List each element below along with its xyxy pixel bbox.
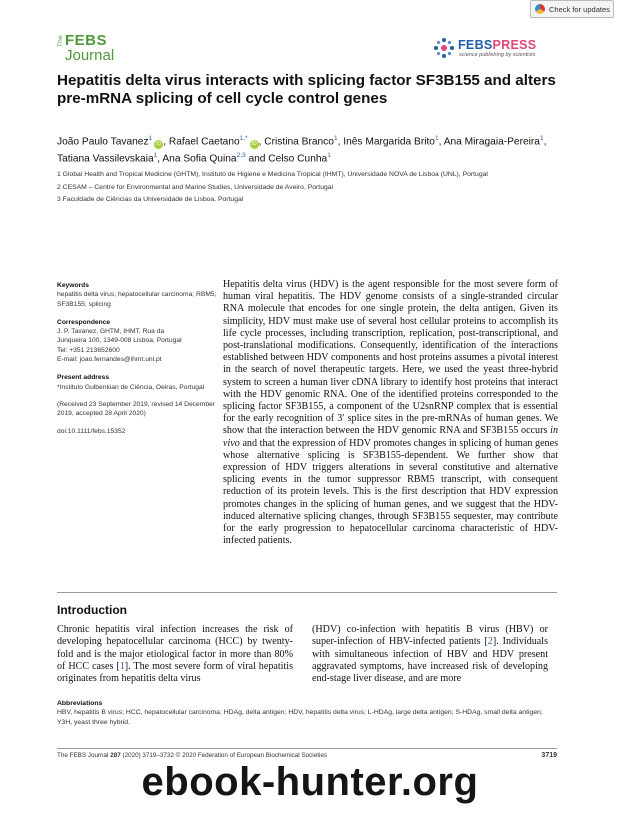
affiliation-item: 2 CESAM – Centre for Environmental and Marine Studies, Universidade de Aveiro, Portugal [57, 183, 334, 191]
introduction-heading: Introduction [57, 603, 127, 617]
abbreviations-block [57, 699, 557, 727]
watermark-text: ebook-hunter.org [141, 760, 479, 804]
doi-link[interactable]: doi:10.1111/febs.15352 [57, 427, 126, 435]
logo-the: The [57, 35, 64, 48]
author-affiliation-marker: 1 [148, 135, 153, 142]
author-name[interactable]: Rafael Caetano [168, 136, 240, 148]
press-logo-tagline: science publishing by scientists [459, 52, 536, 58]
footer-divider [57, 748, 557, 749]
affiliation-item: 1 Global Health and Tropical Medicine (GHTM), Instituto de Higiene e Medicina Tropical (IHMT), Universidade NOVA de Lisboa (UNL), Portugal [57, 171, 488, 178]
author-name[interactable]: Ana Miragaia-Pereira [443, 136, 540, 148]
section-divider [57, 592, 557, 593]
author-separator: , [157, 153, 163, 165]
author-separator: , [163, 136, 169, 148]
present-address-text: *Instituto Gulbenkian de Ciência, Oeiras, Portugal [57, 383, 205, 391]
author-separator: , [258, 136, 265, 148]
correspondence-line: Junqueira 100, 1349-008 Lisboa, Portugal [57, 337, 182, 345]
introduction-column-left: Chronic hepatitis viral infection increases the risk of developing hepatocellular carcinoma (HCC) by twenty-fold and is the major etiological factor in more than 80% of HCC cases [1]. The most severe form of viral hepatitis originates from hepatitis delta virus [57, 624, 293, 685]
abbreviations-heading: Abbreviations [57, 700, 103, 707]
abstract-italic: in vivo [223, 425, 558, 449]
abbreviations-text: HBV, hepatitis B virus; HCC, hepatocellular carcinoma; HDAg, delta antigen; HDV, hepatitis delta virus; L-HDAg, large delta antigen; S-HDAg, small delta antigen; Y3H, yeast three hybrid. [57, 709, 543, 726]
author-affiliation-marker: 1,* [239, 135, 248, 142]
author-name[interactable]: Celso Cunha [268, 153, 328, 165]
abstract: Hepatitis delta virus (HDV) is the agent responsible for the most severe form of human viral hepatitis. The HDV genome consists of a single-stranded circular RNA molecule that encodes for one single protein, the delta antigen. Given its simplicity, HDV must make use of several host cellular proteins to accomplish its life cycle processes, including transcription, replication, post-transcriptional, and post-translational modifications. Consequently, identification of the interactions established between HDV components and host proteins assumes a pivotal interest in the search of novel therapeutic targets. Here, we used the yeast three-hybrid system to screen a human liver cDNA library to identify host proteins that interact with the HDV genomic RNA. One of the identified proteins corresponded to the splicing factor SF3B155, a component of the U2snRNP complex that is essential for the early recognition of 3′ splice sites in the pre-mRNAs of human genes. We show that the interaction between the HDV genomic RNA and SF3B155 occurs in vivo and that the expression of HDV promotes changes in splicing of human genes whose alternative splicing is SF3B155-dependent. We further show that expression of HDV triggers alterations in several constitutive and alternative splicing events in the tumor suppressor RBM5 transcript, with consequent reduction of its protein levels. This is the first description that HDV expression promotes changes in the splicing of human genes, and we suggest that the HDV-induced alternative splicing changes, through SF3B155 sequester, may contribute for the early progression to hepatocellular carcinoma characteristic of HDV-infected patients. [223, 279, 558, 547]
author-affiliation-marker: 1 [333, 135, 338, 142]
reference-link[interactable]: 2 [487, 636, 493, 648]
logo-febs: FEBS [65, 32, 108, 49]
author-affiliation-marker: 1 [434, 135, 439, 142]
logo-journal: Journal [65, 47, 115, 64]
keywords-text: hepatitis delta virus; hepatocellular carcinoma; RBM5; SF3B155; splicing [57, 291, 217, 308]
page-number: 3719 [541, 752, 557, 759]
introduction-column-right: (HDV) co-infection with hepatitis B virus (HBV) or super-infection of HBV-infected patients [2]. Individuals with simultaneous infection of HBV and HDV present aggravated symptoms, have increased risk of developing end-stage liver disease, and are more [312, 624, 548, 685]
affiliations [57, 170, 577, 208]
correspondence-heading: Correspondence [57, 318, 111, 326]
article-title: Hepatitis delta virus interacts with splicing factor SF3B155 and alters pre-mRNA splicing of cell cycle control genes [57, 72, 556, 107]
febs-journal-logo [57, 33, 127, 65]
orcid-icon[interactable]: iD [156, 141, 162, 148]
affiliation-item: 3 Faculdade de Ciências da Universidade de Lisboa, Portugal [57, 196, 244, 204]
febs-press-dots-icon [433, 37, 455, 59]
crossmark-icon [535, 4, 545, 14]
febs-press-logo [433, 37, 553, 61]
present-address-heading: Present address [57, 374, 110, 382]
correspondence-phone: Tel: +351 213652600 [57, 346, 120, 354]
check-for-updates-label: Check for updates [549, 4, 610, 14]
received-dates: (Received 23 September 2019, revised 14 December 2019, accepted 28 April 2020) [57, 400, 215, 418]
reference-link[interactable]: 1 [119, 660, 125, 672]
author-list [57, 132, 557, 167]
article-info-sidebar [57, 281, 217, 436]
author-name[interactable]: Cristina Branco [264, 136, 334, 148]
press-logo-name: FEBSPRESS [458, 38, 537, 52]
author-name[interactable]: João Paulo Tavanez [57, 136, 149, 148]
keywords-heading: Keywords [57, 282, 89, 289]
check-for-updates-button[interactable] [530, 0, 614, 18]
author-affiliation-marker: 2,3 [236, 152, 246, 160]
author-affiliation-marker: 1 [539, 135, 544, 142]
author-separator: , [438, 136, 444, 148]
author-separator: , [543, 136, 547, 148]
author-separator: , [337, 136, 344, 148]
correspondence-line: J. P. Tavanez, GHTM, IHMT, Rua da [57, 328, 165, 336]
author-name[interactable]: Tatiana Vassilevskaia [57, 153, 154, 165]
author-affiliation-marker: 1 [327, 152, 331, 160]
footer-citation: The FEBS Journal 287 (2020) 3719–3732 © 2020 Federation of European Biochemical Societies [57, 752, 327, 759]
author-separator: and [245, 153, 269, 165]
author-affiliation-marker: 1 [153, 152, 158, 160]
orcid-icon[interactable]: iD [251, 141, 257, 148]
page-footer [57, 752, 557, 759]
author-name[interactable]: Inês Margarida Brito [343, 136, 435, 148]
author-name[interactable]: Ana Sofia Quina [162, 153, 237, 165]
correspondence-email[interactable]: E-mail: joao.fernandes@ihmt.unl.pt [57, 356, 162, 364]
